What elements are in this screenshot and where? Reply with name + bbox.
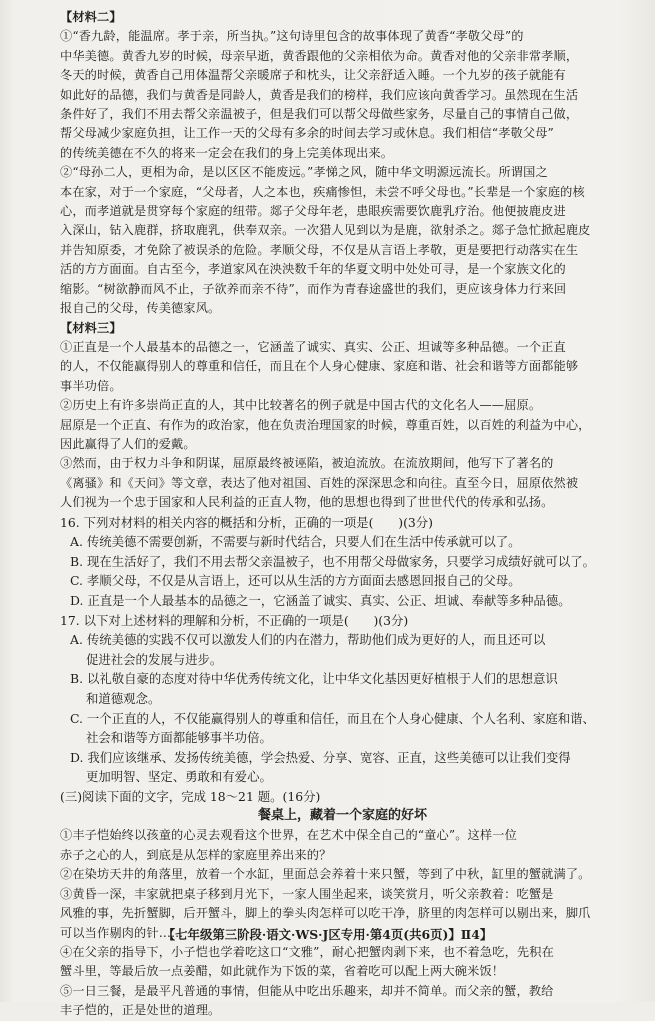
text-line: 条件好了，我们不用去帮父亲温被子，但是我们可以帮父母做些家务，尽量自己的事情自己做， [60,107,579,122]
text-line: ①正直是一个人最基本的品德之一，它涵盖了诚实、真实、公正、坦诚等多种品德。一个正直 [60,339,566,354]
option-b: B. 现在生活好了，我们不用去帮父亲温被子，也不用帮父母做家务，只要学习成绩好就可以了。 [70,553,595,569]
text-line: ④在父亲的指导下，小子恺也学着吃这口“文雅”，耐心把蟹肉剥下来，也不着急吃，先积在 [60,944,554,959]
question-16 [60,513,625,611]
material2-body [60,27,625,318]
material3-body [60,338,625,513]
text-line: 事半功倍。 [60,378,122,393]
option-b-cont: 和道德观念。 [86,690,161,706]
text-line: 的人，不仅能赢得别人的尊重和信任，而且在个人身心健康、家庭和谐、社会和谐等方面都能够 [60,359,579,374]
text-line: 报自己的父母，传美德家风。 [60,301,221,316]
option-a: A. 传统美德的实践不仅可以激发人们的内在潜力，帮助他们成为更好的人，而且还可以 [70,632,546,648]
text-line: 冬天的时候，黄香自己用体温帮父亲暖席子和枕头，让父亲舒适入睡。一个九岁的孩子就能有 [60,68,566,83]
option-a-cont: 促进社会的发展与进步。 [86,651,223,667]
text-line: ③然而，由于权力斗争和阴谋，屈原最终被诬陷，被迫流放。在流放期间，他写下了著名的 [60,456,554,471]
page-footer: 【七年级第三阶段·语文·WS·J区专用·第4页(共6页)】Ⅱ4】 [162,927,493,942]
text-line: 人们视为一个忠于国家和人民利益的正直人物，他的思想也得到了世世代代的传承和弘扬。 [60,495,554,510]
text-line: 本在家，对于一个家庭，“父母者，人之本也，疾痛惨怛，未尝不呼父母也。”长辈是一个家庭的核 [60,184,585,199]
text-line: 《离骚》和《天问》等文章，表达了他对祖国、百姓的深深思念和向往。直至今日，屈原依然被 [60,475,579,490]
part3 [60,787,625,1021]
text-line: ②“母孙二人，更相为命，是以区区不能废远。”孝悌之风，随中华文明源远流长。所谓国之 [60,165,548,180]
option-a: A. 传统美德不需要创新，不需要与新时代结合，只要人们在生活中传承就可以了。 [70,534,521,550]
option-d-cont: 更加明智、坚定、勇敢和有爱心。 [86,769,272,785]
text-line: 入深山，钻入鹿群，挤取鹿乳，供奉双亲。一次猎人见到以为是鹿，欲射杀之。郯子急忙掀起鹿皮 [60,223,591,238]
question-stem: 17. 以下对上述材料的理解和分析，不正确的一项是( )(3分) [60,612,409,628]
option-c: C. 一个正直的人，不仅能赢得别人的尊重和信任，而且在个人身心健康、个人名利、家庭和谐、 [70,710,595,726]
text-line: 丰子恺的，正是处世的道理。 [60,1003,221,1018]
text-line: ③黄昏一深，丰家就把桌子移到月光下，一家人围坐起来，谈笑赏月，听父亲教着：吃蟹是 [60,886,554,901]
material3-tag: 【材料三】 [60,320,122,335]
option-c-cont: 社会和谐等方面都能够事半功倍。 [86,730,272,746]
text-line: 因此赢得了人们的爱戴。 [60,436,196,451]
option-c: C. 孝顺父母，不仅是从言语上，还可以从生活的方方面面去感恩回报自己的父母。 [70,573,521,589]
text-line: 屈原是一个正直、有作为的政治家，他在负责治理国家的时候，尊重百姓，以百姓的利益为中心， [60,417,591,432]
material2-tag: 【材料二】 [60,10,122,24]
text-line: 如此好的品德，我们与黄香是同龄人，黄香是我们的榜样，我们应该向黄香学习。虽然现在生活 [60,87,579,102]
text-line: 并告知原委，才免除了被误杀的危险。孝顺父母，不仅是从言语上孝敬，更是要把行动落实在生 [60,242,579,257]
text-line: ①丰子恺始终以孩童的心灵去观看这个世界，在艺术中保全自己的“童心”。这样一位 [60,828,517,843]
text-line: 风雅的事，先折蟹脚，后开蟹斗，脚上的拳头肉怎样可以吃干净，脐里的肉怎样可以剔出来，脚爪 [60,906,591,921]
question-stem: 16. 下列对材料的相关内容的概括和分析，正确的一项是( )(3分) [60,514,434,530]
text-line: 赤子之心的人，到底是从怎样的家庭里养出来的？ [60,847,332,862]
article-title: 餐桌上，藏着一个家庭的好坏 [257,808,427,824]
option-d: D. 正直是一个人最基本的品德之一，它涵盖了诚实、真实、公正、坦诚、奉献等多种品德。 [70,592,571,608]
text-line: 中华美德。黄香九岁的时候，母亲早逝，黄香跟他的父亲相依为命。黄香对他的父亲非常孝顺， [60,48,579,63]
question-17 [60,611,625,787]
text-line: 缩影。“树欲静而风不止，子欲养而亲不待”，而作为青春途盛世的我们，更应该身体力行来回 [60,281,567,296]
text-line: 帮父母减少家庭负担，让工作一天的父母有多余的时间去学习或休息。我们相信“孝敬父母” [60,126,554,141]
part3-heading: (三)阅读下面的文字，完成 18～21 题。(16分) [60,788,321,804]
text-line: ②历史上有许多崇尚正直的人，其中比较著名的例子就是中国古代的文化名人——屈原。 [60,398,542,413]
option-d: D. 我们应该继承、发扬传统美德，学会热爱、分享、宽容、正直，这些美德可以让我们变得 [70,749,571,765]
text-line: ①“香九龄，能温席。孝于亲，所当执。”这句诗里包含的故事体现了黄香“孝敬父母”的 [60,29,524,44]
text-line: 的传统美德在不久的将来一定会在我们的身上完美体现出来。 [60,145,394,160]
text-line: ⑤一日三餐，是最平凡普通的事情，但能从中吃出乐趣来，却并不简单。而父亲的蟹，教给 [60,983,554,998]
text-line: 活的方方面面。自古至今，孝道家风在泱泱数千年的华夏文明中处处可寻，是一个家族文化的 [60,262,566,277]
option-b: B. 以礼敬自豪的态度对待中华优秀传统文化，让中华文化基因更好植根于人们的思想意识 [70,671,558,687]
text-line: ②在染坊天井的角落里，放着一个水缸，里面总会养着十来只蟹，等到了中秋，缸里的蟹就满了。 [60,867,591,882]
text-line: 可以当作剔肉的针…… [60,925,184,940]
text-line: 心，而孝道就是贯穿每个家庭的纽带。郯子父母年老，患眼疾需要饮鹿乳疗治。他便披鹿皮进 [60,204,566,219]
text-line: 蟹斗里，等最后放一点姜醋，如此就作为下饭的菜，省着吃可以配上两大碗米饭！ [60,964,505,979]
